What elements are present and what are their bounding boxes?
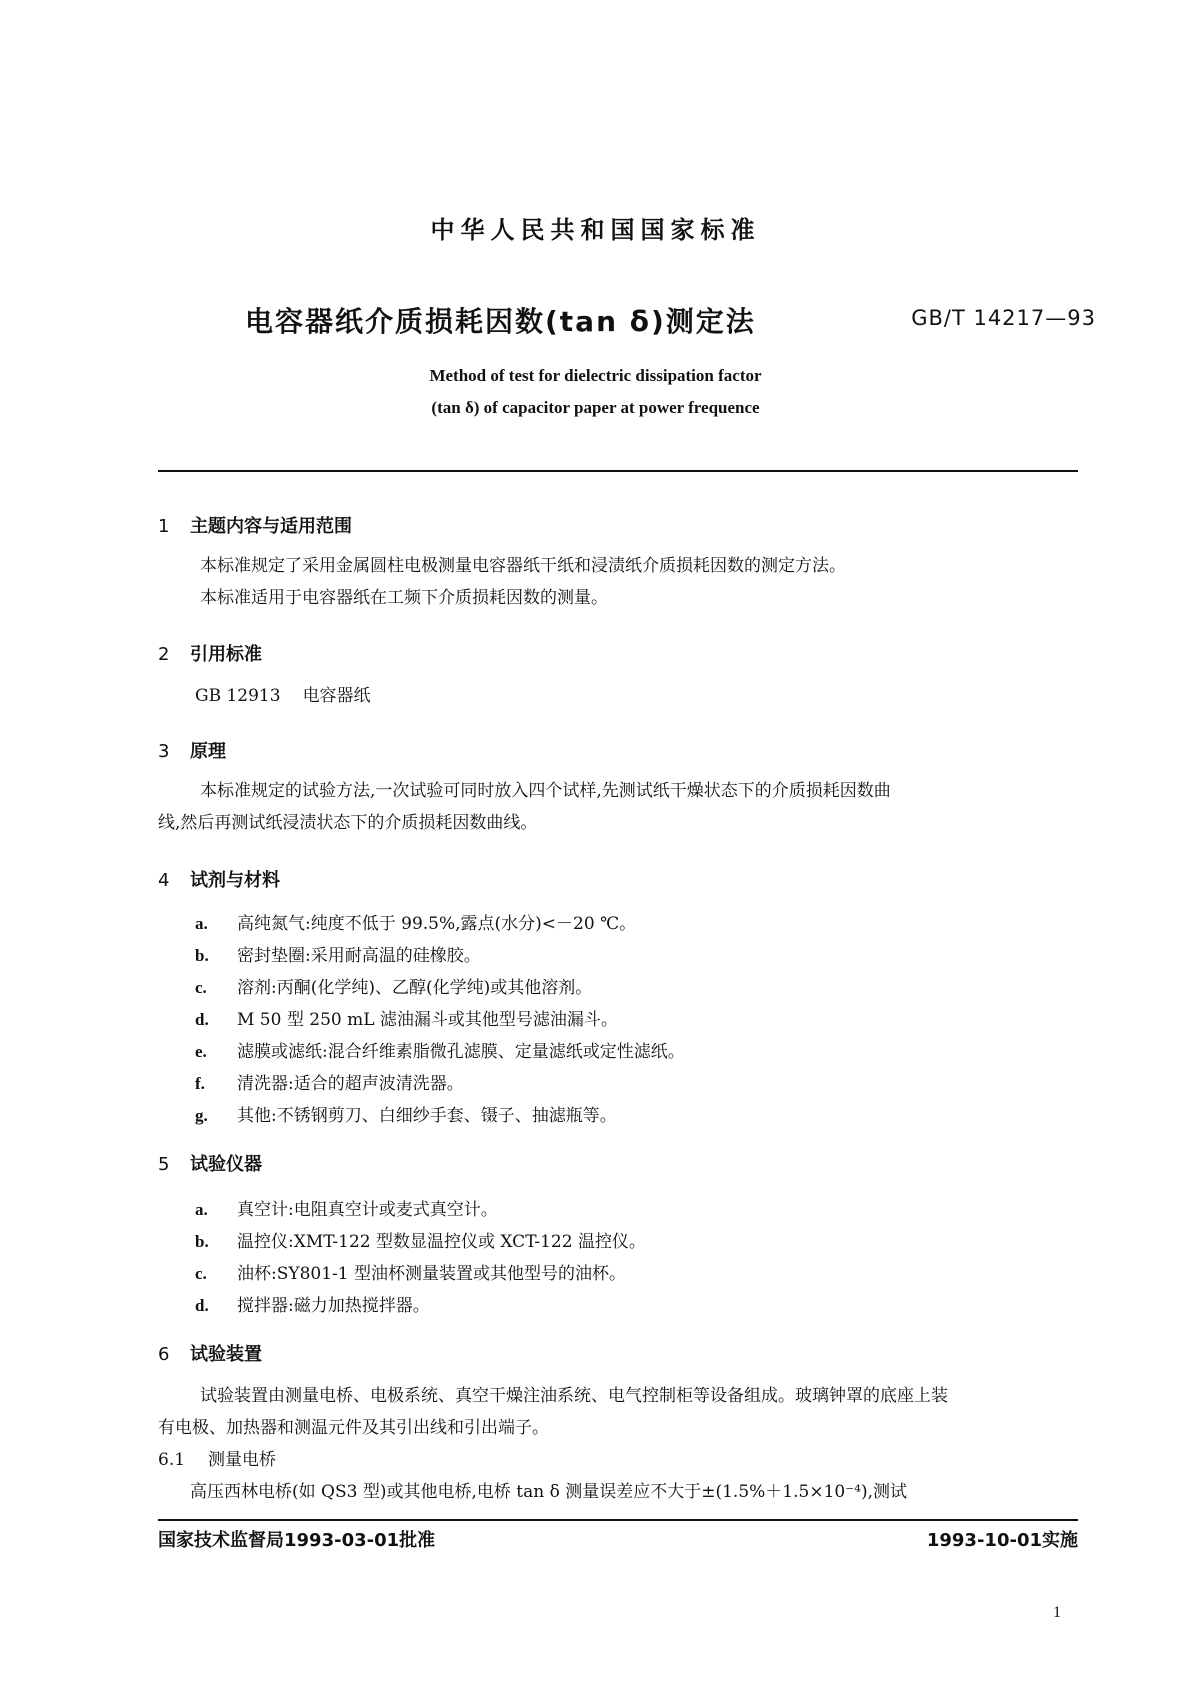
- subsection-6-1-heading: [158, 1444, 276, 1476]
- section-number: 4: [158, 870, 170, 891]
- list-item: c. 油杯:SY801-1 型油杯测量装置或其他型号的油杯。: [195, 1264, 627, 1284]
- section-title: 试验装置: [190, 1344, 262, 1365]
- section-5-heading: [158, 1150, 262, 1176]
- section-title: 试剂与材料: [190, 870, 280, 891]
- section-1-heading: [158, 512, 352, 538]
- approval-date: 国家技术监督局1993-03-01批准: [158, 1530, 436, 1551]
- list-item: c. 溶剂:丙酮(化学纯)、乙醇(化学纯)或其他溶剂。: [195, 978, 593, 998]
- list-item: e. 滤膜或滤纸:混合纤维素脂微孔滤膜、定量滤纸或定性滤纸。: [195, 1042, 685, 1062]
- subsection-number: 6.1: [158, 1450, 186, 1470]
- section-3-paragraph-line-2: 线,然后再测试纸浸渍状态下的介质损耗因数曲线。: [158, 813, 538, 833]
- normative-reference: [195, 680, 371, 712]
- standard-number: GB/T 14217—93: [911, 306, 1096, 330]
- section-title: 原理: [190, 741, 226, 762]
- section-title: 试验仪器: [190, 1154, 262, 1175]
- section-number: 1: [158, 516, 170, 537]
- reference-name: 电容器纸: [302, 686, 371, 706]
- section-number: 5: [158, 1154, 170, 1175]
- section-4-heading: [158, 866, 280, 892]
- subsection-title: 测量电桥: [208, 1450, 276, 1470]
- section-6-paragraph-line-1: 试验装置由测量电桥、电极系统、真空干燥注油系统、电气控制柜等设备组成。玻璃钟罩的底座上装: [200, 1386, 948, 1406]
- page-number: 1: [1053, 1604, 1061, 1621]
- section-3-paragraph-line-1: 本标准规定的试验方法,一次试验可同时放入四个试样,先测试纸干燥状态下的介质损耗因数曲: [200, 781, 891, 801]
- list-item: b. 温控仪:XMT-122 型数显温控仪或 XCT-122 温控仪。: [195, 1232, 646, 1252]
- list-item: d. M 50 型 250 mL 滤油漏斗或其他型号滤油漏斗。: [195, 1010, 618, 1030]
- section-6-paragraph-line-2: 有电极、加热器和测温元件及其引出线和引出端子。: [158, 1418, 549, 1438]
- implementation-date: 1993-10-01实施: [926, 1530, 1078, 1551]
- section-number: 3: [158, 741, 170, 762]
- document-title-en-line2: (tan δ) of capacitor paper at power frequence: [431, 398, 760, 417]
- section-3-heading: [158, 737, 226, 763]
- document-title-en-line1: Method of test for dielectric dissipation factor: [429, 366, 762, 385]
- list-item: a. 高纯氮气:纯度不低于 99.5%,露点(水分)<－20 ℃。: [195, 914, 637, 934]
- section-2-heading: [158, 640, 262, 666]
- header-divider: [158, 470, 1078, 472]
- list-item: f. 清洗器:适合的超声波清洗器。: [195, 1074, 464, 1094]
- list-item: b. 密封垫圈:采用耐高温的硅橡胶。: [195, 946, 481, 966]
- footer-divider: [158, 1519, 1078, 1521]
- reference-code: GB 12913: [195, 686, 281, 706]
- section-1-paragraph-2: 本标准适用于电容器纸在工频下介质损耗因数的测量。: [200, 588, 608, 608]
- subsection-6-1-paragraph: 高压西林电桥(如 QS3 型)或其他电桥,电桥 tan δ 测量误差应不大于±(1.5%＋1.5×10⁻⁴),测试: [190, 1482, 908, 1502]
- section-1-paragraph-1: 本标准规定了采用金属圆柱电极测量电容器纸干纸和浸渍纸介质损耗因数的测定方法。: [200, 556, 846, 576]
- list-item: g. 其他:不锈钢剪刀、白细纱手套、镊子、抽滤瓶等。: [195, 1106, 617, 1126]
- section-title: 引用标准: [190, 644, 262, 665]
- national-standard-heading: 中华人民共和国国家标准: [430, 216, 761, 244]
- list-item: a. 真空计:电阻真空计或麦式真空计。: [195, 1200, 498, 1220]
- section-number: 6: [158, 1344, 170, 1365]
- section-title: 主题内容与适用范围: [190, 516, 352, 537]
- section-number: 2: [158, 644, 170, 665]
- document-title-cn: 电容器纸介质损耗因数(tan δ)测定法: [245, 305, 756, 338]
- list-item: d. 搅拌器:磁力加热搅拌器。: [195, 1296, 430, 1316]
- section-6-heading: [158, 1340, 262, 1366]
